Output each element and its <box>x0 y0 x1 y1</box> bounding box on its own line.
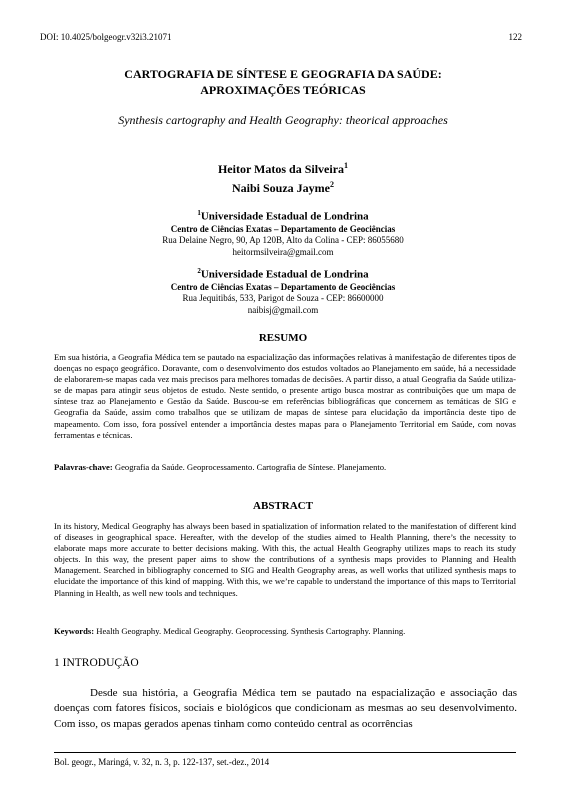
resumo-text: Em sua história, a Geografia Médica tem se pautado na espacialização das informações relativas à manifestação de diferentes tipos de doenças no espaço geográfico. Doravante, com o desenvolvimento dos estudos voltados ao Planejamento em saúde, há a necessidade de elaborarem-se mapas cada vez mais precisos para melhores tomadas de decisões. A partir disso, a atual Geografia da Saúde utiliza-se de mapas para atingir seus objetos de estudo. Neste sentido, o presente artigo busca mostrar as contribuições que um mapa de síntese traz ao Planejamento e Gestão da Saúde. Buscou-se em referências bibliográficas que concernem as temáticas de SIG e Geografia da Saúde, assim como trabalhos que se utilizam de mapas de síntese para elucidação da importância deste tipo de mapeamento. Com isso, fora possível entender a importância destes mapas para o Planejamento Territorial em Saúde, com novas ferramentas e técnicas. <box>54 352 516 440</box>
introduction-heading: 1 INTRODUÇÃO <box>54 657 139 669</box>
affiliation-1 <box>0 206 566 258</box>
author-2 <box>0 177 566 196</box>
resumo-heading: RESUMO <box>258 332 308 344</box>
author-1-name: Heitor Matos da Silveira <box>217 162 345 176</box>
running-header <box>40 32 522 42</box>
journal-footer: Bol. geogr., Maringá, v. 32, n. 3, p. 122-137, set.-dez., 2014 <box>54 757 270 767</box>
affiliation-1-university <box>0 206 566 224</box>
affiliation-1-sup: 1 <box>197 209 201 217</box>
paper-subtitle: Synthesis cartography and Health Geography: theorical approaches <box>118 113 448 127</box>
page-number: 122 <box>508 32 522 42</box>
affiliation-1-department: Centro de Ciências Exatas – Departamento de Geociências <box>170 223 396 234</box>
abstract-heading: ABSTRACT <box>253 500 313 512</box>
affiliation-2-department: Centro de Ciências Exatas – Departamento de Geociências <box>170 281 396 292</box>
affiliation-2-email[interactable]: naibisj@gmail.com <box>247 304 319 315</box>
resumo-keywords-label: Palavras-chave: <box>54 462 113 472</box>
footer-divider <box>54 752 516 753</box>
paper-title <box>0 66 566 98</box>
author-2-name: Naibi Souza Jayme <box>231 181 330 195</box>
abstract-keywords-list: Health Geography. Medical Geography. Geoprocessing. Synthesis Cartography. Planning. <box>96 626 406 636</box>
affiliation-2 <box>0 264 566 316</box>
affiliation-2-address: Rua Jequitibás, 533, Parigot de Souza - CEP: 86600000 <box>182 293 384 304</box>
affiliation-1-university-name: Universidade Estadual de Londrina <box>200 210 369 223</box>
abstract-keywords-label: Keywords: <box>54 626 95 636</box>
affiliation-1-address: Rua Delaine Negro, 90, Ap 120B, Alto da Colina - CEP: 86055680 <box>162 235 404 246</box>
author-2-sup: 2 <box>330 180 334 189</box>
resumo-keywords <box>54 462 516 473</box>
introduction-text: Desde sua história, a Geografia Médica tem se pautado na espacialização e associação das doenças com fatores físicos, sociais e biológicos que condicionam as mesmas ao seu desenvolvimento. Com isso, os mapas gerados apenas tinham como conteúdo central as ocorrências <box>54 687 517 730</box>
title-line-2: APROXIMAÇÕES TEÓRICAS <box>200 83 366 97</box>
resumo-keywords-list: Geografia da Saúde. Geoprocessamento. Cartografia de Síntese. Planejamento. <box>114 462 387 472</box>
title-line-1: CARTOGRAFIA DE SÍNTESE E GEOGRAFIA DA SAÚDE: <box>124 67 442 81</box>
abstract-keywords <box>54 626 516 637</box>
affiliation-2-university-name: Universidade Estadual de Londrina <box>200 268 369 281</box>
abstract-text: In its history, Medical Geography has always been based in spatialization of information related to the manifestation of different kind of diseases in geographical space. Hereafter, with the develop of the studies aimed to Health Planning, there’s the necessity to elaborate maps more accurate to better decisions making. With this, the actual Health Geography utilizes maps to reach its study objects. In this way, the present paper aims to show the contributions of a synthesis maps provides to Planning and Health Management. Searched in bibliography concerned to SIG and Health Geography areas, as well works that utilized synthesis maps to elucidate the importance of this kind of mapping. With this, we we’re capable to understand the importance of this maps to Territorial Planning in Health, as well new tools and techniques. <box>54 521 516 598</box>
author-1 <box>0 158 566 177</box>
affiliation-2-sup: 2 <box>197 267 201 275</box>
author-1-sup: 1 <box>344 161 349 170</box>
affiliation-2-university <box>0 264 566 282</box>
doi-text: DOI: 10.4025/bolgeogr.v32i3.21071 <box>40 32 172 42</box>
author-list <box>0 158 566 196</box>
affiliation-1-email[interactable]: heitormsilveira@gmail.com <box>232 246 334 257</box>
